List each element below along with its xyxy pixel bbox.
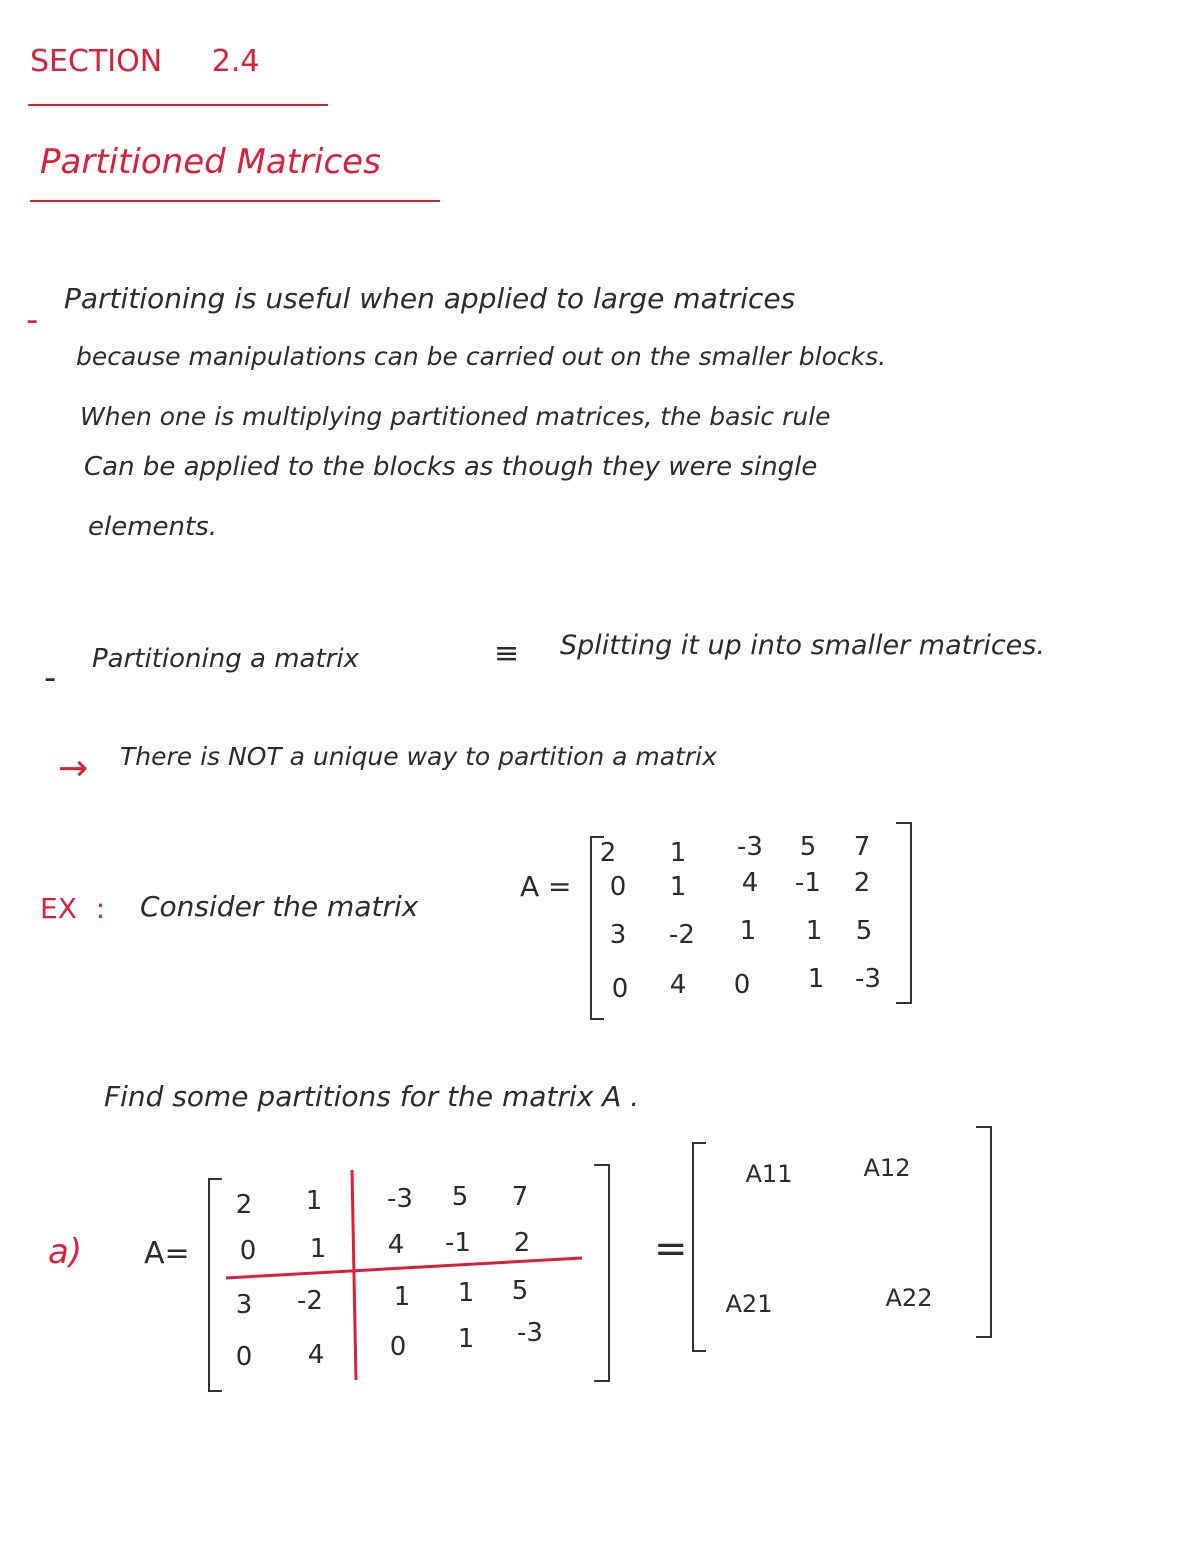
section-number: 2.4 <box>211 44 260 79</box>
matrix-cell: -1 <box>795 868 821 898</box>
block-a22: A22 <box>885 1284 933 1312</box>
page-title: Partitioned Matrices <box>40 142 381 182</box>
matrix-cell: 4 <box>307 1340 325 1370</box>
definition-text: Splitting it up into smaller matrices. <box>560 630 1045 661</box>
note-text: There is NOT a unique way to partition a matrix <box>120 742 717 771</box>
matrix-cell: 5 <box>451 1182 469 1212</box>
arrow-icon: → <box>58 748 89 789</box>
paragraph-line-2: because manipulations can be carried out on the smaller blocks. <box>76 342 887 371</box>
matrix-cell: 2 <box>513 1228 531 1258</box>
partition-vertical-line <box>352 1170 356 1380</box>
task-text: Find some partitions for the matrix A . <box>104 1080 640 1113</box>
matrix-cell: 1 <box>739 916 757 946</box>
matrix-name: A = <box>520 870 572 903</box>
matrix-cell: 1 <box>669 838 687 868</box>
matrix-cell: 7 <box>511 1182 529 1212</box>
bullet-dash-2: - <box>44 658 57 698</box>
matrix-cell: -2 <box>297 1286 323 1316</box>
matrix-cell: 7 <box>853 832 871 862</box>
matrix-cell: 1 <box>805 916 823 946</box>
paragraph-line-5: elements. <box>88 512 218 542</box>
matrix-cell: 0 <box>239 1236 257 1266</box>
example-ex: EX <box>40 892 77 925</box>
part-a-matrix-name: A= <box>144 1236 190 1271</box>
matrix-cell: 0 <box>611 974 629 1004</box>
section-word: SECTION <box>30 44 163 79</box>
matrix-cell: -3 <box>517 1318 543 1348</box>
matrix-cell: 1 <box>457 1278 475 1308</box>
matrix-cell: 2 <box>599 838 617 868</box>
matrix-cell: 4 <box>387 1230 405 1260</box>
matrix-cell: 5 <box>511 1276 529 1306</box>
matrix-cell: -1 <box>445 1228 471 1258</box>
matrix-cell: 5 <box>855 916 873 946</box>
example-colon: : <box>95 892 106 925</box>
paragraph-line-3: When one is multiplying partitioned matrices, the basic rule <box>80 402 831 431</box>
paragraph-line-1: Partitioning is useful when applied to large matrices <box>64 282 796 315</box>
partition-horizontal-line <box>226 1258 582 1278</box>
right-bracket <box>976 1126 992 1338</box>
matrix-cell: 1 <box>309 1234 327 1264</box>
matrix-cell: 2 <box>235 1190 253 1220</box>
matrix-cell: -3 <box>855 964 881 994</box>
matrix-cell: -2 <box>669 920 695 950</box>
matrix-cell: 0 <box>389 1332 407 1362</box>
matrix-cell: 1 <box>305 1186 323 1216</box>
matrix-cell: 4 <box>741 868 759 898</box>
matrix-cell: 3 <box>609 920 627 950</box>
matrix-cell: 1 <box>669 872 687 902</box>
matrix-cell: 2 <box>853 868 871 898</box>
left-bracket <box>692 1142 706 1352</box>
bullet-dash-1: - <box>26 300 39 340</box>
paragraph-line-4: Can be applied to the blocks as though they were single <box>84 452 818 482</box>
matrix-cell: -3 <box>737 832 763 862</box>
matrix-cell: 1 <box>807 964 825 994</box>
block-a12: A12 <box>863 1154 911 1182</box>
matrix-cell: 0 <box>609 872 627 902</box>
matrix-cell: 0 <box>235 1342 253 1372</box>
matrix-cell: 4 <box>669 970 687 1000</box>
matrix-cell: 3 <box>235 1290 253 1320</box>
block-a21: A21 <box>725 1290 773 1318</box>
part-a-label: a) <box>48 1232 83 1272</box>
block-a11: A11 <box>745 1160 793 1188</box>
example-text: Consider the matrix <box>140 890 419 923</box>
matrix-cell: 5 <box>799 832 817 862</box>
equivalence-symbol: ≡ <box>494 636 520 671</box>
equals-sign: = <box>654 1226 688 1272</box>
matrix-cell: 0 <box>733 970 751 1000</box>
matrix-cell: 1 <box>393 1282 411 1312</box>
matrix-cell: -3 <box>387 1184 413 1214</box>
matrix-cell: 1 <box>457 1324 475 1354</box>
definition-term: Partitioning a matrix <box>92 644 359 674</box>
